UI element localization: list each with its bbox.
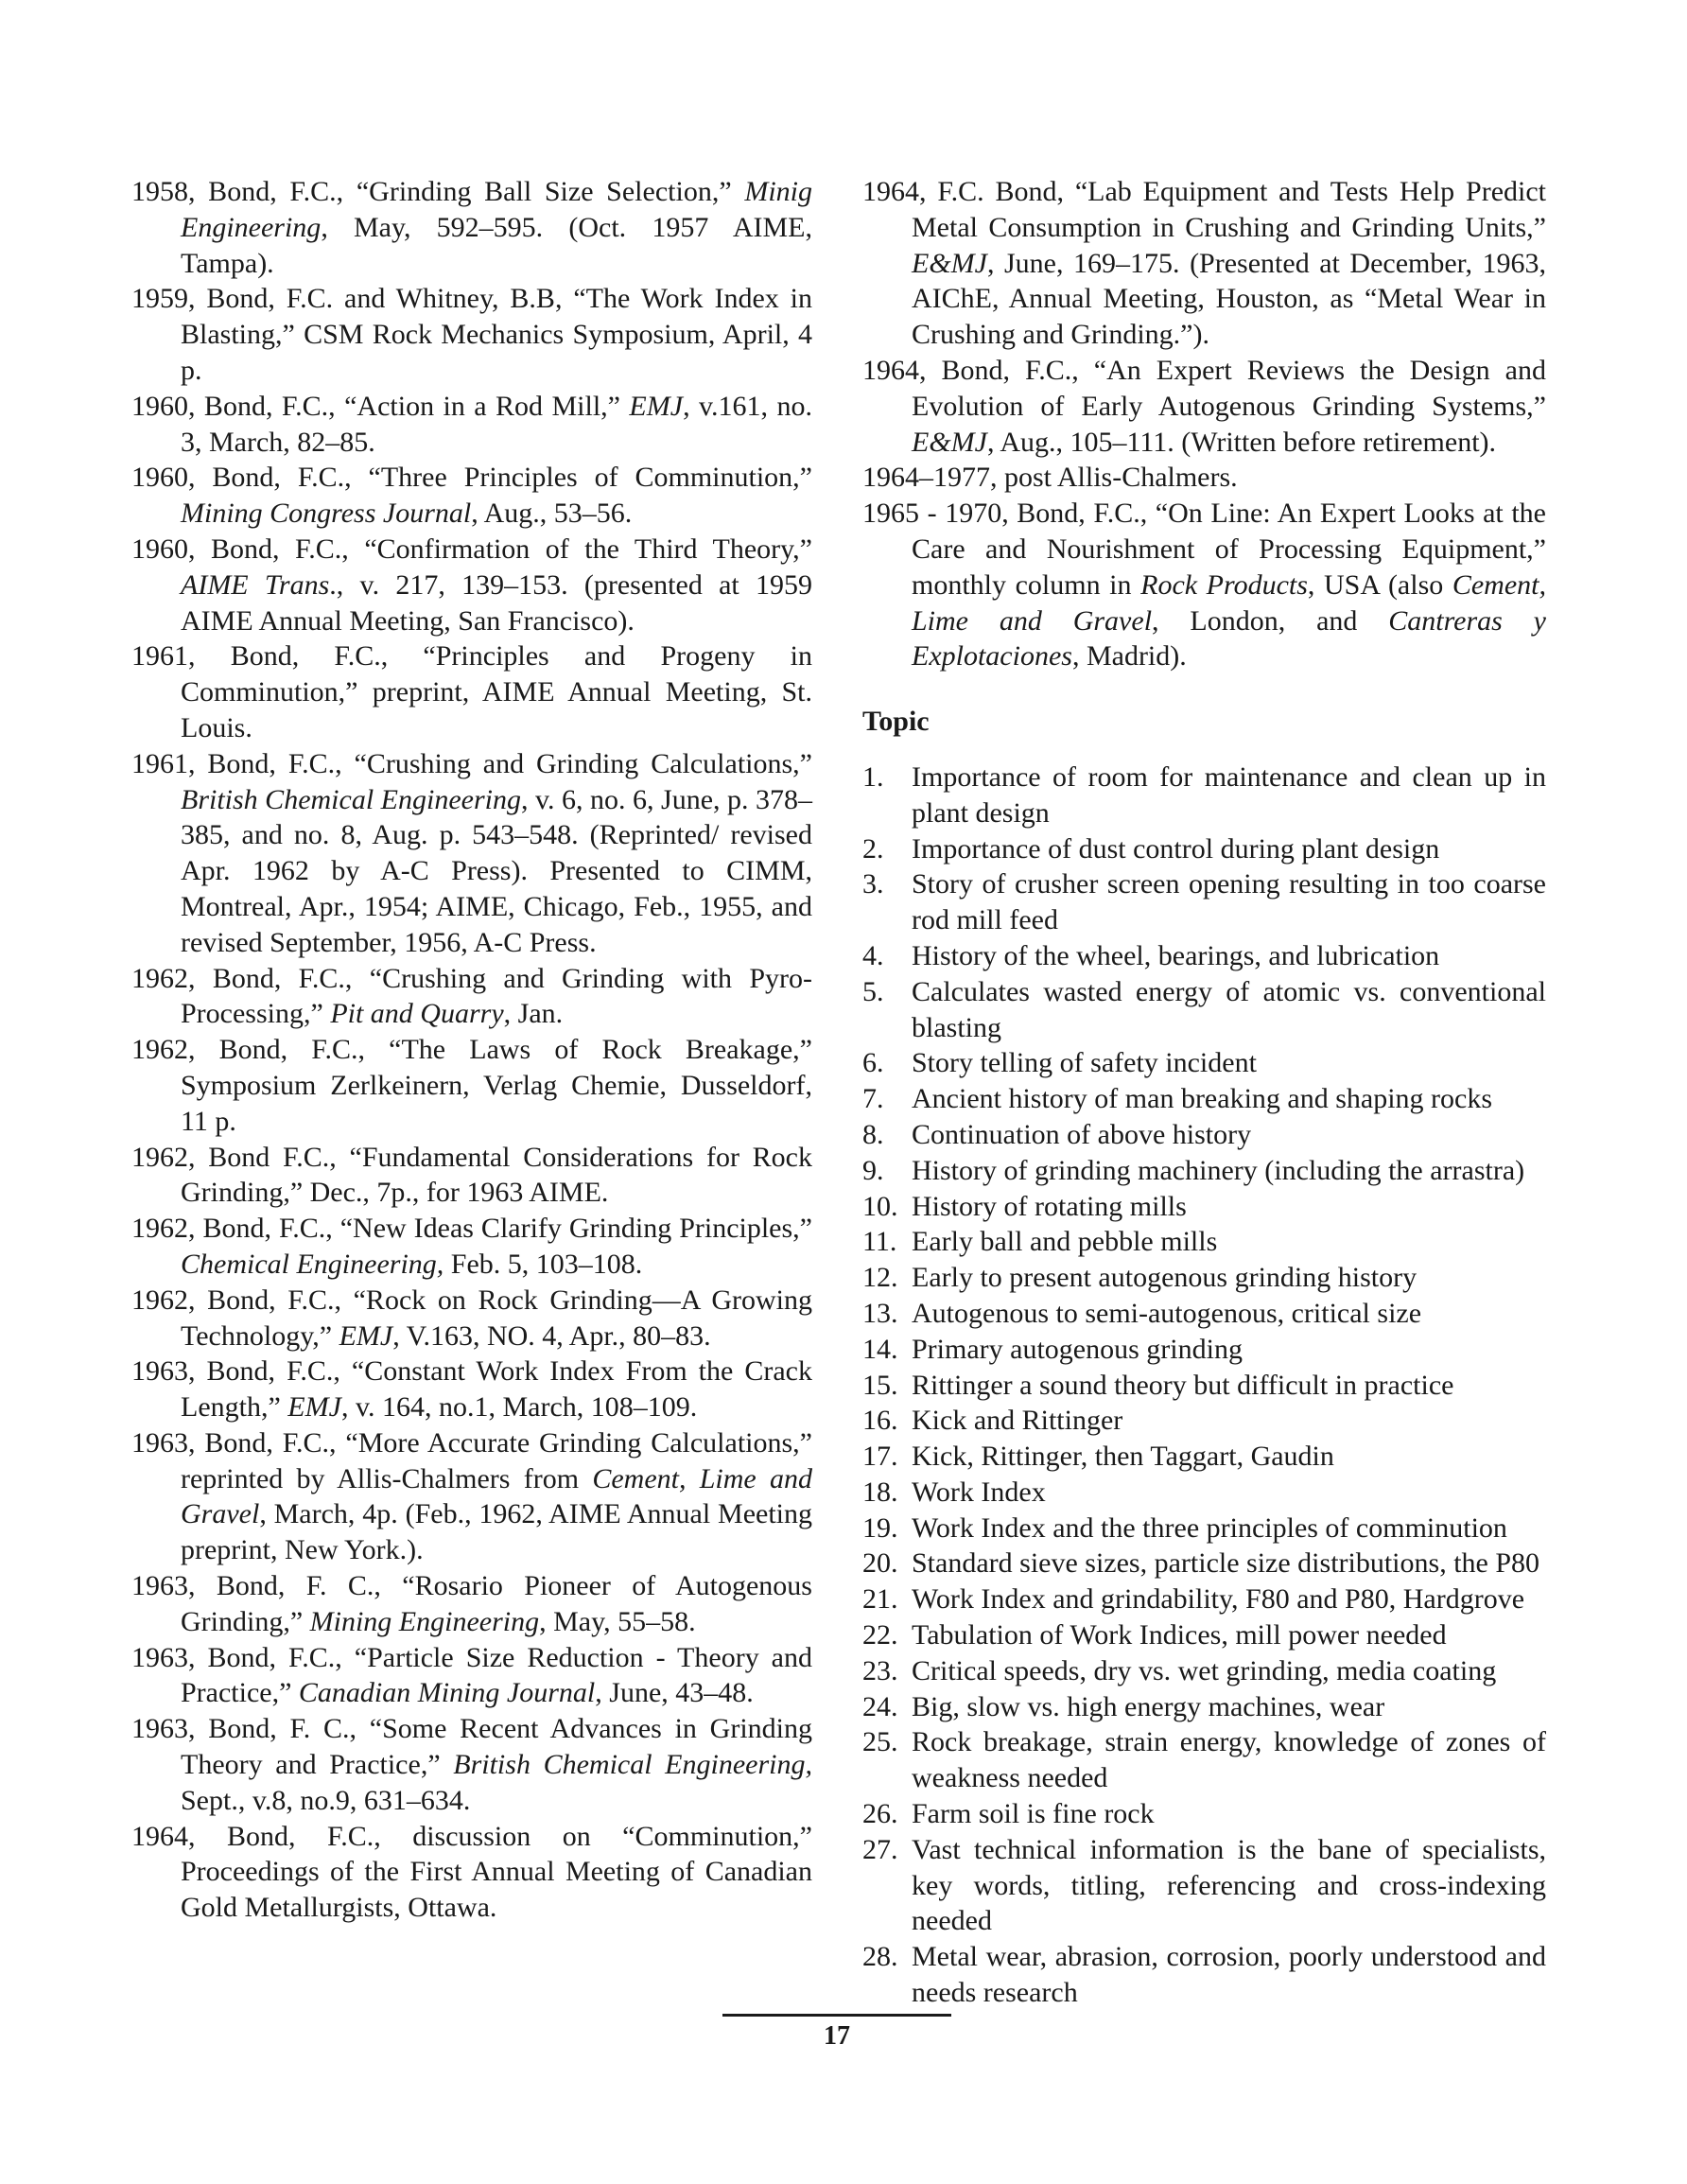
topic-number: 10. — [862, 1190, 898, 1222]
topic-item — [862, 1724, 1546, 1796]
topic-text: Early to present autogenous grinding history — [912, 1262, 1417, 1294]
reference-italic-text: Pit and Quarry — [330, 998, 504, 1030]
topic-number: 24. — [862, 1690, 898, 1722]
reference-italic-text: Mining Congress Journal — [181, 498, 472, 530]
reference-entry — [131, 746, 812, 961]
topic-text: Rock breakage, strain energy, knowledge of zones of weakness needed — [912, 1726, 1546, 1794]
topic-text: Continuation of above history — [912, 1118, 1252, 1150]
left-reference-list — [131, 174, 812, 1926]
reference-text: 1959, Bond, F.C. and Whitney, B.B, “The Work Index in Blasting,” CSM Rock Mechanics Symposium, April, 4 p. — [131, 283, 812, 386]
reference-italic-text: British Chemical Engineering — [181, 783, 521, 815]
topic-item — [862, 1796, 1546, 1832]
reference-text: 1962, Bond, F.C., “Rock on Rock Grinding—A Growing Technology,” — [131, 1284, 812, 1352]
reference-entry — [131, 961, 812, 1033]
topic-text: Rittinger a sound theory but difficult in practice — [912, 1369, 1454, 1401]
reference-entry — [862, 460, 1546, 496]
reference-text: 1963, Bond, F.C., “Constant Work Index From the Crack Length,” — [131, 1355, 812, 1424]
topic-number: 17. — [862, 1441, 898, 1473]
reference-italic-text: AIME Trans — [181, 568, 330, 601]
reference-italic-text: Cantreras y Explotaciones — [912, 604, 1546, 673]
topic-text: History of grinding machinery (including the arrastra) — [912, 1154, 1525, 1186]
topic-number: 4. — [862, 939, 884, 971]
reference-italic-text: Cement, Lime and Gravel — [181, 1462, 812, 1530]
topic-number: 28. — [862, 1941, 898, 1973]
topic-number: 1. — [862, 760, 884, 793]
reference-italic-text: EMJ — [339, 1319, 393, 1352]
reference-text: 1963, Bond, F.C., “More Accurate Grinding Calculations,” reprinted by Allis-Chalmers from — [131, 1426, 812, 1494]
topic-item — [862, 1045, 1546, 1081]
reference-text: 1963, Bond, F. C., “Some Recent Advances in Grinding Theory and Practice,” — [131, 1713, 812, 1781]
reference-text: , v. 164, no.1, March, 108–109. — [340, 1391, 698, 1424]
topic-item — [862, 1939, 1546, 2011]
topic-item — [862, 1296, 1546, 1332]
reference-text: 1963, Bond, F. C., “Rosario Pioneer of Autogenous Grinding,” — [131, 1570, 812, 1637]
reference-entry — [131, 1354, 812, 1425]
topic-text: Story of crusher screen opening resulting in too coarse rod mill feed — [912, 868, 1546, 936]
topic-item — [862, 1260, 1546, 1296]
reference-entry — [131, 389, 812, 461]
topic-text: Early ball and pebble mills — [912, 1226, 1218, 1258]
reference-entry — [131, 532, 812, 638]
topic-item — [862, 1581, 1546, 1617]
topic-number: 2. — [862, 832, 884, 865]
reference-entry — [131, 1640, 812, 1712]
topic-text: Tabulation of Work Indices, mill power needed — [912, 1619, 1447, 1651]
topic-number: 7. — [862, 1083, 884, 1115]
reference-text: 1958, Bond, F.C., “Grinding Ball Size Selection,” — [131, 176, 745, 207]
topic-number: 12. — [862, 1262, 898, 1294]
topic-text: Calculates wasted energy of atomic vs. conventional blasting — [912, 975, 1546, 1043]
reference-text: , v. 6, no. 6, June, p. 378–385, and no. 8, Aug. p. 543–548. (Reprinted/ revised Apr. 1962 by A-C Press). Presented to CIMM, Montreal, Apr., 1954; AIME, Chicago, Feb., 1955, and revised September, 1956, A-C Press. — [181, 783, 813, 958]
reference-text: 1964, F.C. Bond, “Lab Equipment and Tests Help Predict Metal Consumption in Crushing and Grinding Units,” — [862, 176, 1546, 243]
reference-entry — [131, 174, 812, 281]
topic-text: Importance of dust control during plant design — [912, 832, 1440, 865]
topic-item — [862, 1153, 1546, 1189]
topic-number: 16. — [862, 1405, 898, 1437]
reference-text: 1962, Bond, F.C., “Crushing and Grinding with Pyro-Processing,” — [131, 962, 812, 1030]
topic-text: History of the wheel, bearings, and lubrication — [912, 939, 1440, 971]
topic-item — [862, 831, 1546, 867]
reference-text: , V.163, NO. 4, Apr., 80–83. — [392, 1319, 711, 1352]
topic-number: 23. — [862, 1654, 898, 1686]
right-column — [862, 174, 1546, 2011]
reference-text: Feb. 5, 103–108. — [443, 1248, 643, 1280]
topic-text: Autogenous to semi-autogenous, critical size — [912, 1297, 1422, 1329]
topic-item — [862, 1081, 1546, 1117]
reference-text: , Madrid). — [1071, 640, 1187, 673]
page-number: 17 — [824, 2021, 850, 2051]
footer-rule — [722, 2014, 951, 2017]
topic-text: Kick, Rittinger, then Taggart, Gaudin — [912, 1441, 1334, 1473]
topic-item — [862, 1689, 1546, 1725]
reference-italic-text: E&MJ — [912, 426, 987, 458]
topic-item — [862, 1546, 1546, 1581]
topic-number: 5. — [862, 975, 884, 1007]
reference-text: 1960, Bond, F.C., “Three Principles of Comminution,” — [131, 462, 812, 494]
reference-text: 1964, Bond, F.C., “An Expert Reviews the Design and Evolution of Early Autogenous Grinding Systems,” — [862, 354, 1546, 422]
reference-text: 1964–1977, post Allis-Chalmers. — [862, 462, 1238, 494]
topic-text: Critical speeds, dry vs. wet grinding, media coating — [912, 1654, 1497, 1686]
reference-text: Sept., v.8, no.9, 631–634. — [181, 1784, 471, 1816]
topic-text: Metal wear, abrasion, corrosion, poorly understood and needs research — [912, 1941, 1546, 2009]
topic-item — [862, 1403, 1546, 1439]
topic-text: Kick and Rittinger — [912, 1405, 1123, 1437]
reference-entry — [131, 1425, 812, 1568]
reference-text: 1962, Bond F.C., “Fundamental Considerations for Rock Grinding,” Dec., 7p., for 1963 AIME. — [131, 1141, 812, 1209]
reference-text: , June, 43–48. — [595, 1677, 754, 1709]
reference-entry — [131, 638, 812, 745]
topic-number: 6. — [862, 1047, 884, 1079]
topic-item — [862, 1439, 1546, 1475]
reference-entry — [131, 1140, 812, 1212]
reference-entry — [131, 281, 812, 388]
reference-entry — [131, 1819, 812, 1926]
reference-entry — [862, 174, 1546, 353]
reference-italic-text: British Chemical Engineering, — [453, 1749, 812, 1781]
topic-item — [862, 974, 1546, 1046]
topic-number: 27. — [862, 1833, 898, 1865]
reference-text: , v.161, no. 3, March, 82–85. — [181, 390, 812, 458]
reference-entry — [131, 460, 812, 532]
right-reference-list — [862, 174, 1546, 674]
reference-text: 1963, Bond, F.C., “Particle Size Reduction - Theory and Practice,” — [131, 1641, 812, 1709]
topic-item — [862, 938, 1546, 974]
topic-number: 25. — [862, 1726, 898, 1758]
reference-italic-text: EMJ — [629, 390, 684, 422]
reference-text: 1965 - 1970, Bond, F.C., “On Line: An Expert Looks at the Care and Nourishment of Processing Equipment,” monthly column in — [862, 498, 1546, 601]
reference-entry — [131, 1283, 812, 1354]
reference-entry — [131, 1568, 812, 1640]
topic-number: 11. — [862, 1226, 897, 1258]
reference-entry — [862, 353, 1546, 460]
reference-text: 1962, Bond, F.C., “The Laws of Rock Breakage,” Symposium Zerlkeinern, Verlag Chemie, Dusseldorf, 11 p. — [131, 1034, 812, 1137]
reference-italic-text: E&MJ — [912, 247, 987, 279]
reference-italic-text: Cement, Lime and Gravel — [912, 568, 1546, 637]
reference-italic-text: Chemical Engineering, — [181, 1248, 444, 1280]
topic-item — [862, 1653, 1546, 1689]
topic-number: 8. — [862, 1118, 884, 1150]
reference-text: 1964, Bond, F.C., discussion on “Comminution,” Proceedings of the First Annual Meeting of Canadian Gold Metallurgists, Ottawa. — [131, 1820, 812, 1924]
topic-number: 18. — [862, 1476, 898, 1508]
reference-italic-text: Mining Engineering — [309, 1605, 540, 1637]
topic-text: Standard sieve sizes, particle size distributions, the P80 — [912, 1547, 1540, 1580]
reference-italic-text: Canadian Mining Journal — [298, 1677, 596, 1709]
topic-text: History of rotating mills — [912, 1190, 1187, 1222]
topic-number: 3. — [862, 868, 884, 900]
topic-item — [862, 1511, 1546, 1546]
reference-italic-text: EMJ — [287, 1391, 341, 1424]
reference-text: 1960, Bond, F.C., “Confirmation of the Third Theory,” — [131, 533, 812, 565]
reference-text: , May, 55–58. — [539, 1605, 696, 1637]
topic-number: 9. — [862, 1154, 884, 1186]
topic-text: Ancient history of man breaking and shaping rocks — [912, 1083, 1493, 1115]
reference-text: , Aug., 105–111. (Written before retirement). — [986, 426, 1497, 458]
topic-number: 13. — [862, 1297, 898, 1329]
topic-text: Vast technical information is the bane of specialists, key words, titling, referencing and cross-indexing needed — [912, 1833, 1546, 1937]
topic-text: Work Index and grindability, F80 and P80, Hardgrove — [912, 1583, 1525, 1616]
topic-text: Importance of room for maintenance and clean up in plant design — [912, 760, 1546, 829]
topic-item — [862, 1224, 1546, 1260]
topic-item — [862, 760, 1546, 831]
topic-heading: Topic — [862, 706, 930, 738]
topic-text: Work Index and the three principles of comminution — [912, 1511, 1507, 1544]
topic-item — [862, 1475, 1546, 1511]
reference-text: , June, 169–175. (Presented at December, 1963, AIChE, Annual Meeting, Houston, as “Metal Wear in Crushing and Grinding.”). — [912, 247, 1546, 351]
reference-text: , May, 592–595. (Oct. 1957 AIME, Tampa). — [181, 211, 812, 279]
topic-item — [862, 1617, 1546, 1653]
reference-text: , March, 4p. (Feb., 1962, AIME Annual Meeting preprint, New York.). — [181, 1498, 812, 1566]
reference-text: , Jan. — [503, 998, 564, 1030]
topic-number: 19. — [862, 1511, 898, 1544]
topic-number: 21. — [862, 1583, 898, 1616]
reference-text: 1960, Bond, F.C., “Action in a Rod Mill,” — [131, 390, 630, 422]
reference-entry — [131, 1032, 812, 1139]
reference-text: , USA (also — [1307, 568, 1452, 601]
reference-entry — [131, 1711, 812, 1818]
topic-text: Work Index — [912, 1476, 1046, 1508]
reference-entry — [862, 496, 1546, 674]
topic-number: 22. — [862, 1619, 898, 1651]
topic-item — [862, 1368, 1546, 1404]
reference-italic-text: Rock Products — [1140, 568, 1308, 601]
topic-item — [862, 866, 1546, 938]
reference-text: , Aug., 53–56. — [471, 498, 633, 530]
reference-text: 1961, Bond, F.C., “Crushing and Grinding Calculations,” — [131, 747, 812, 779]
topic-text: Big, slow vs. high energy machines, wear — [912, 1690, 1385, 1722]
topic-number: 15. — [862, 1369, 898, 1401]
topic-number: 14. — [862, 1333, 898, 1365]
reference-entry — [131, 1211, 812, 1283]
topic-number: 20. — [862, 1547, 898, 1580]
reference-text: , London, and — [1152, 604, 1389, 637]
topic-text: Primary autogenous grinding — [912, 1333, 1243, 1365]
topic-item — [862, 1117, 1546, 1153]
topic-text: Story telling of safety incident — [912, 1047, 1257, 1079]
left-column — [131, 174, 812, 1926]
topic-item — [862, 1332, 1546, 1368]
topic-number: 26. — [862, 1798, 898, 1830]
reference-text: 1962, Bond, F.C., “New Ideas Clarify Grinding Principles,” — [131, 1213, 812, 1245]
topic-item — [862, 1832, 1546, 1939]
topic-item — [862, 1189, 1546, 1225]
topic-text: Farm soil is fine rock — [912, 1798, 1155, 1830]
reference-text: ., v. 217, 139–153. (presented at 1959 AIME Annual Meeting, San Francisco). — [181, 568, 813, 637]
reference-text: 1961, Bond, F.C., “Principles and Progeny in Comminution,” preprint, AIME Annual Meeting, St. Louis. — [131, 640, 812, 743]
reference-italic-text: Minig Engineering — [181, 176, 812, 243]
topic-list — [862, 760, 1546, 2011]
